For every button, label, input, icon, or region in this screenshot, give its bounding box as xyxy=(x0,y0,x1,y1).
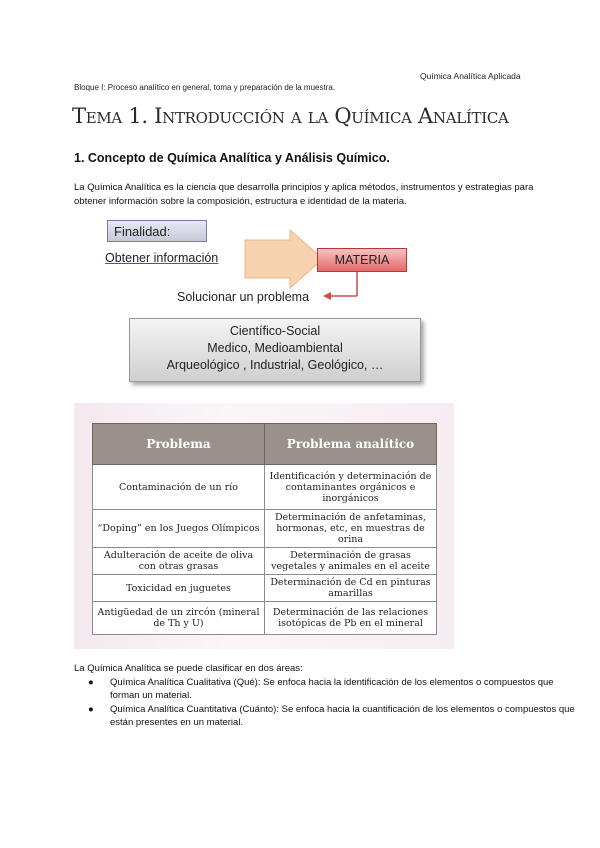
table-cell: Identificación y determinación de contaminantes orgánicos e inorgánicos xyxy=(265,465,437,510)
big-arrow-shape xyxy=(245,230,323,288)
list-item xyxy=(88,703,580,729)
classification-intro: La Química Analítica se puede clasificar en dos áreas: xyxy=(74,663,303,674)
field-line: Arqueológico , Industrial, Geológico, … xyxy=(166,358,384,372)
table-row xyxy=(93,548,437,575)
classification-list xyxy=(74,676,580,730)
purpose-diagram xyxy=(95,212,465,402)
table-cell: Determinación de las relaciones isotópicas de Pb en el mineral xyxy=(265,602,437,635)
table-row xyxy=(93,602,437,635)
fields-box xyxy=(129,318,421,382)
table-header-analytical: Problema analítico xyxy=(265,424,437,465)
table-row xyxy=(93,575,437,602)
list-item-text: Química Analítica Cualitativa (Qué): Se enfoca hacia la identificación de los elementos o compuestos que forman un material. xyxy=(110,677,554,701)
field-line: Científico-Social xyxy=(229,324,321,338)
problems-table xyxy=(92,423,437,635)
course-name: Química Analítica Aplicada xyxy=(420,71,521,81)
field-line: Medico, Medioambiental xyxy=(207,341,343,355)
section-heading: 1. Concepto de Química Analítica y Análisis Químico. xyxy=(74,151,390,165)
table-cell: Antigüedad de un zircón (mineral de Th y U) xyxy=(93,602,265,635)
materia-box: MATERIA xyxy=(317,248,407,272)
list-item-text: Química Analítica Cuantitativa (Cuánto): Se enfoca hacia la cuantificación de los elementos o compuestos que están presentes en un material. xyxy=(110,704,575,728)
page-title: Tema 1. Introducción a la Química Analítica xyxy=(72,104,509,128)
table-row xyxy=(93,465,437,510)
table-row xyxy=(93,510,437,548)
definition-paragraph: La Química Analítica es la ciencia que desarrolla principios y aplica métodos, instrumentos y estrategias para obtener información sobre la composición, estructura e identidad de la materia. xyxy=(74,182,534,207)
bullet-icon: ● xyxy=(88,704,94,715)
table-cell: Determinación de anfetaminas, hormonas, etc, en muestras de orina xyxy=(265,510,437,548)
block-label: Bloque I: Proceso analítico en general, toma y preparación de la muestra. xyxy=(74,83,336,92)
table-cell: Toxicidad en juguetes xyxy=(93,575,265,602)
table-cell: Determinación de Cd en pinturas amarillas xyxy=(265,575,437,602)
table-header-problem: Problema xyxy=(93,424,265,465)
table-cell: “Doping” en los Juegos Olímpicos xyxy=(93,510,265,548)
table-cell: Contaminación de un río xyxy=(93,465,265,510)
table-cell: Determinación de grasas vegetales y animales en el aceite xyxy=(265,548,437,575)
bullet-icon: ● xyxy=(88,677,94,688)
return-arrow-head xyxy=(323,292,331,300)
finalidad-box: Finalidad: xyxy=(107,220,207,242)
list-item xyxy=(88,676,580,702)
table-cell: Adulteración de aceite de oliva con otras grasas xyxy=(93,548,265,575)
obtener-informacion-label: Obtener información xyxy=(105,251,219,265)
solucionar-label: Solucionar un problema xyxy=(177,290,310,304)
problems-table-figure xyxy=(74,403,454,649)
